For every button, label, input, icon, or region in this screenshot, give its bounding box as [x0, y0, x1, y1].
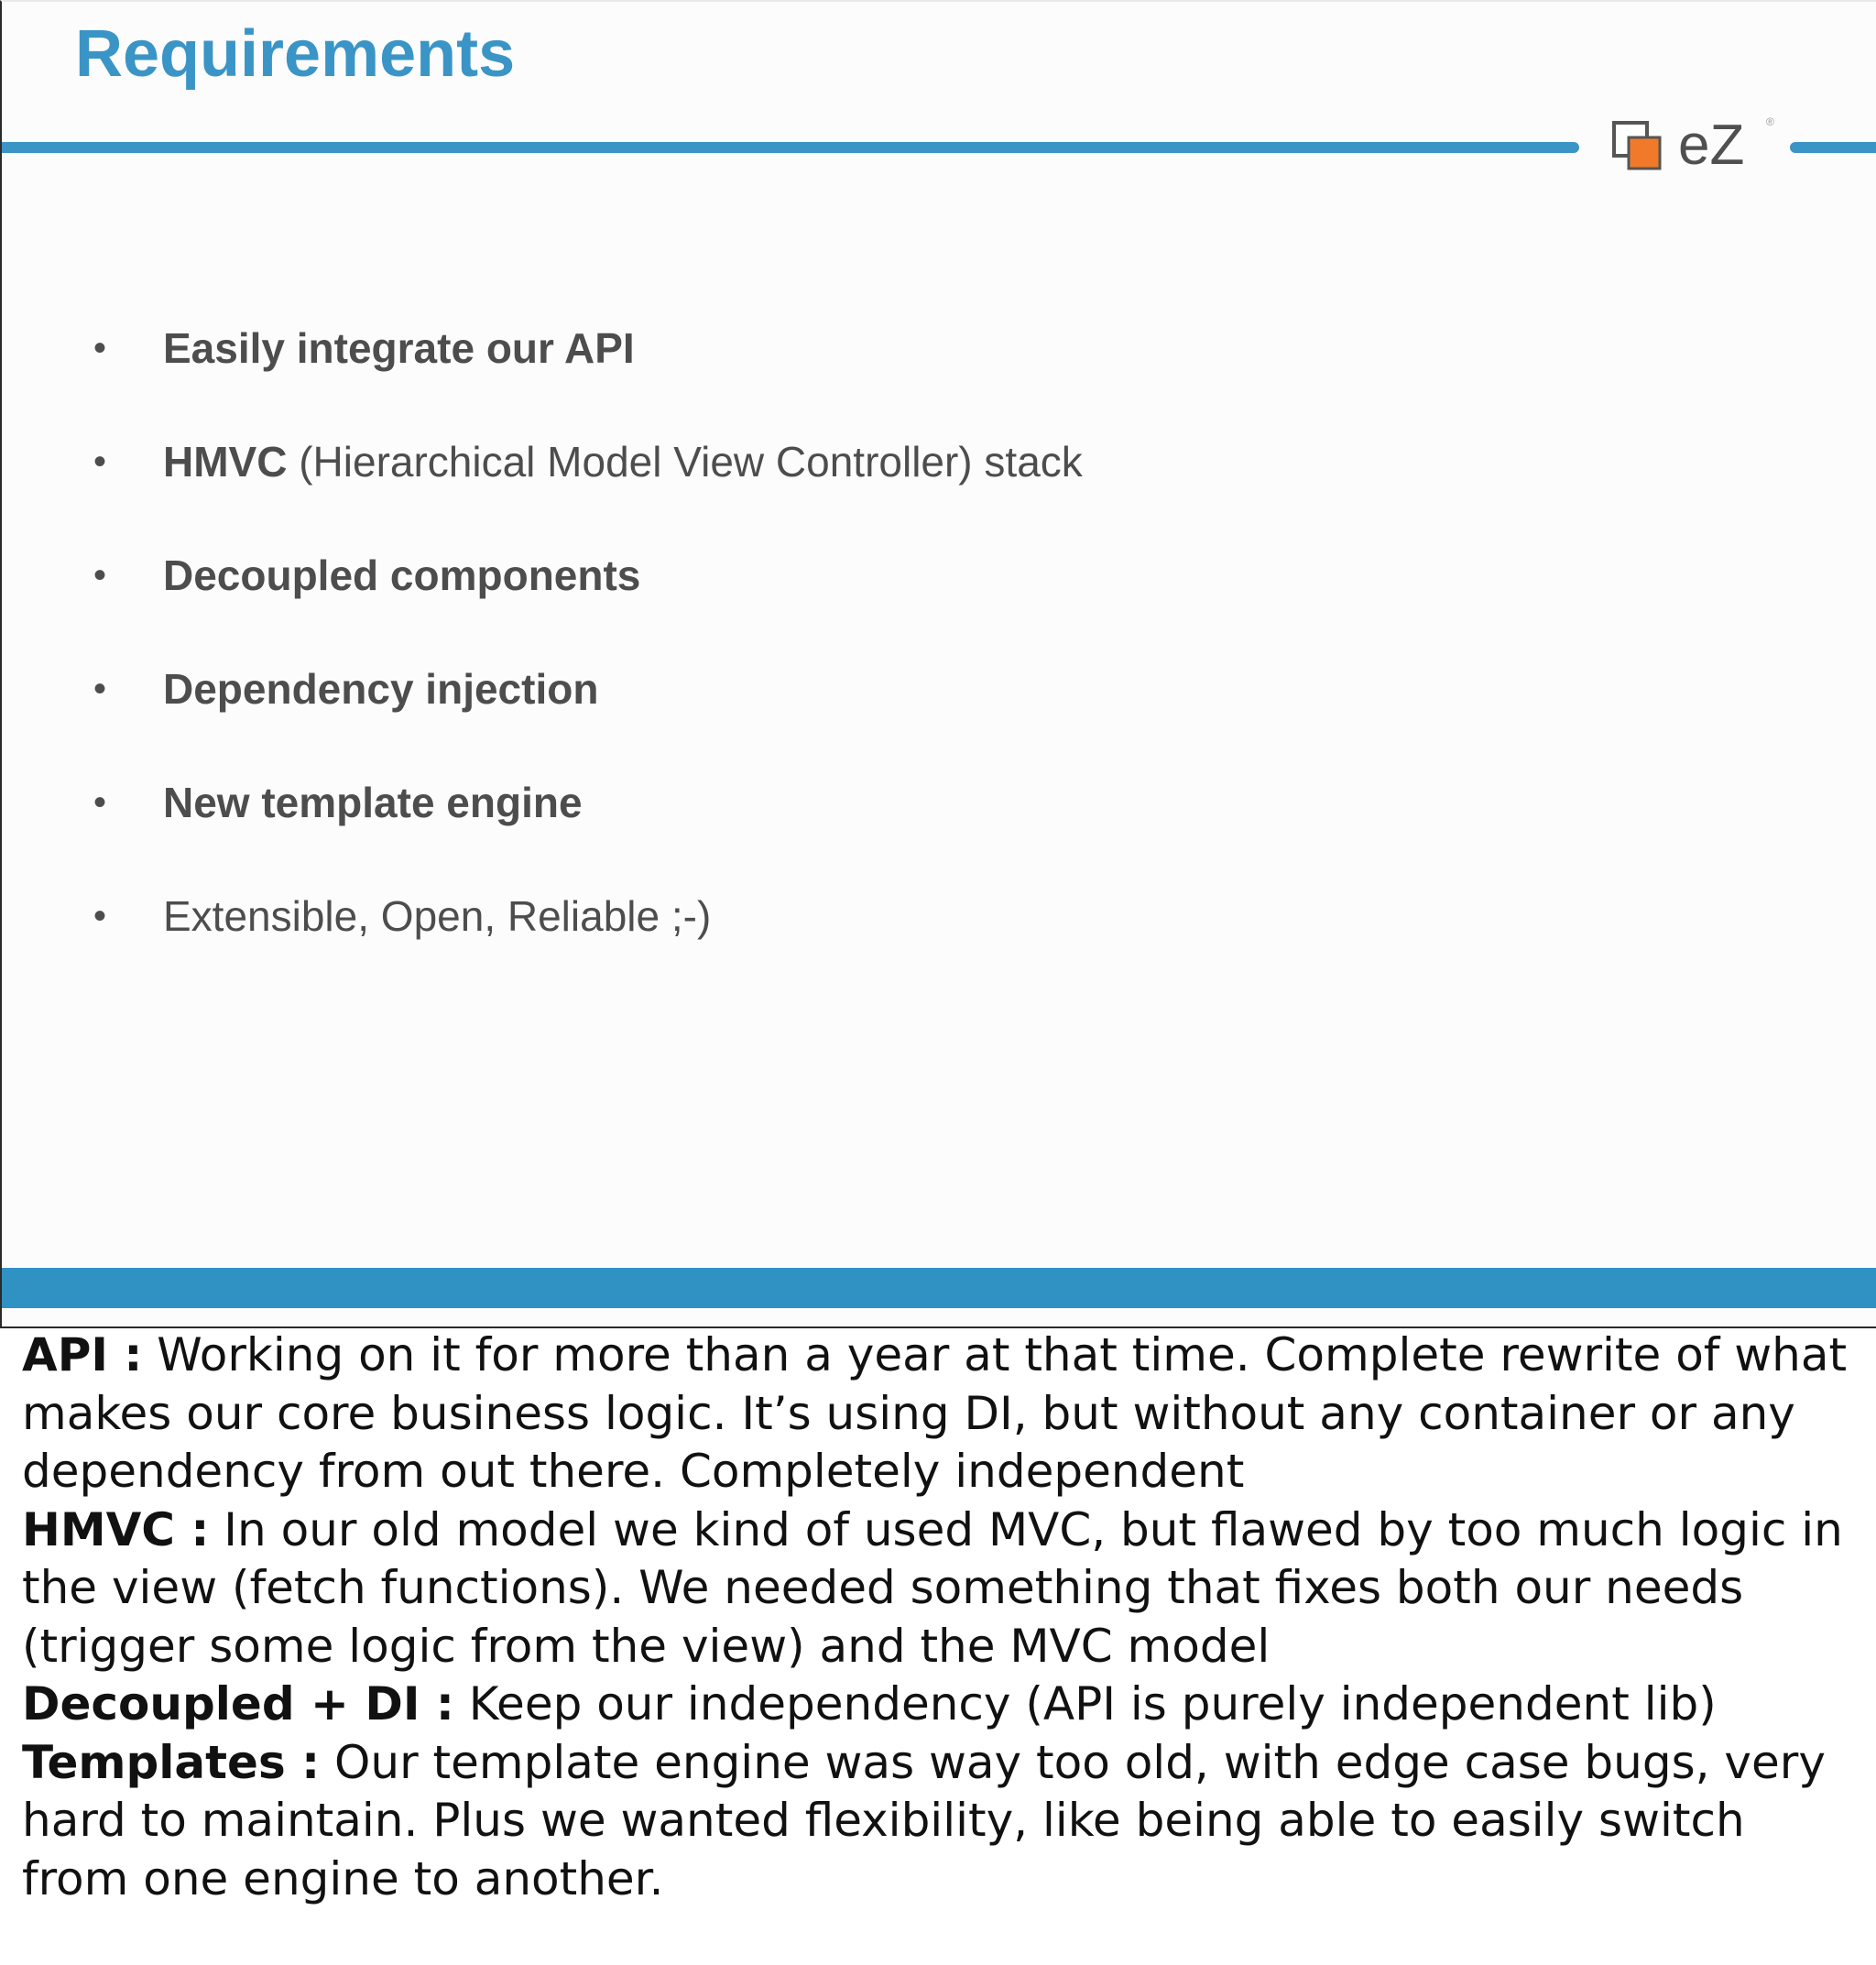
note-paragraph [22, 1734, 1863, 1909]
bullet-icon: • [93, 896, 107, 936]
ez-logo [1607, 110, 1781, 183]
header-rule-right [1790, 142, 1876, 153]
footer-band [2, 1268, 1876, 1308]
bullet-icon: • [93, 669, 107, 709]
bullet-icon: • [93, 555, 107, 595]
ez-logo-icon [1612, 121, 1663, 172]
bullet-icon: • [93, 442, 107, 482]
slide-title: Requirements [75, 17, 516, 91]
note-paragraph [22, 1501, 1863, 1676]
bullet-bold-text: New template engine [163, 779, 583, 826]
logo-text: eZ [1678, 114, 1745, 177]
bullet-text: Extensible, Open, Reliable ;-) [163, 892, 712, 940]
bullet-bold-text: Easily integrate our API [163, 324, 635, 372]
note-key: Templates : [22, 1735, 321, 1789]
note-key: API : [22, 1328, 143, 1381]
note-paragraph [22, 1676, 1863, 1734]
logo-orange-square [1629, 137, 1660, 169]
note-text: Our template engine was way too old, with edge case bugs, very hard to maintain. Plus we wanted flexibility, like being able to easily switch from one engine to another. [22, 1735, 1826, 1905]
header-rule-left [2, 142, 1579, 153]
logo-registered-mark: ® [1766, 115, 1774, 128]
bullet-text: (Hierarchical Model View Controller) stack [287, 438, 1083, 486]
note-text: Keep our independency (API is purely independent lib) [453, 1677, 1717, 1730]
bullet-bold-text: Decoupled components [163, 551, 641, 599]
note-key: Decoupled + DI : [22, 1677, 454, 1730]
note-text: Working on it for more than a year at that time. Complete rewrite of what makes our core business logic. It’s using DI, but without any container or any dependency from out there. Completely independent [22, 1328, 1848, 1498]
bullet-bold-text: Dependency injection [163, 665, 599, 713]
bullet-bold-text: HMVC [163, 438, 288, 486]
note-text: In our old model we kind of used MVC, but flawed by too much logic in the view (fetch functions). We needed something that fixes both our needs (trigger some logic from the view) and the MVC model [22, 1502, 1843, 1673]
note-key: HMVC : [22, 1502, 210, 1556]
note-paragraph [22, 1326, 1863, 1501]
speaker-notes [22, 1326, 1863, 1908]
bullet-icon: • [93, 328, 107, 368]
bullet-icon: • [93, 782, 107, 823]
